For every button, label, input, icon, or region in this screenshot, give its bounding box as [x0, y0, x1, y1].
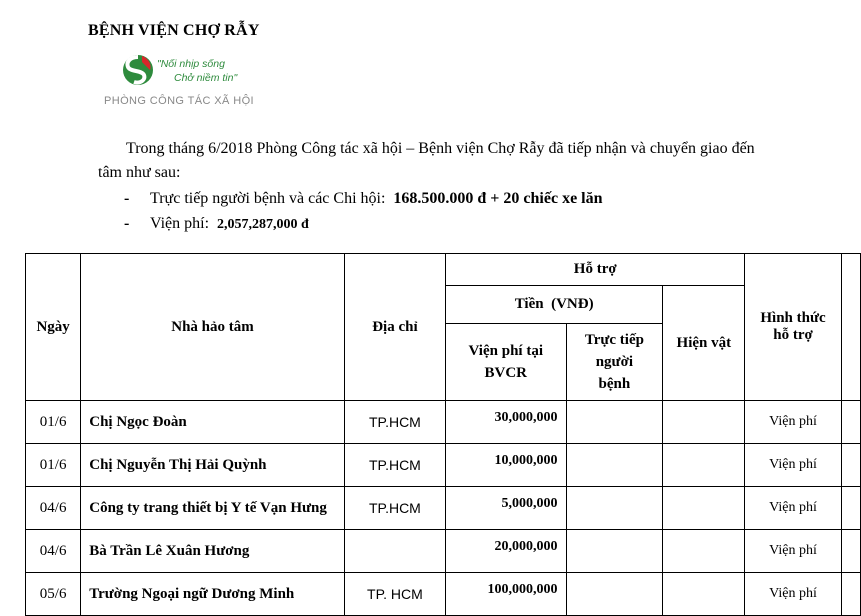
cell-date: 01/6: [26, 444, 81, 487]
cell-donor: Công ty trang thiết bị Y tế Vạn Hưng: [81, 487, 345, 530]
cell-direct: [566, 444, 663, 487]
cell-date: 04/6: [26, 487, 81, 530]
cell-extra: [841, 573, 860, 616]
cell-date: 01/6: [26, 401, 81, 444]
cell-fee: 30,000,000: [446, 401, 566, 444]
cell-form: Viện phí: [745, 401, 841, 444]
cell-form: Viện phí: [745, 573, 841, 616]
cell-extra: [841, 401, 860, 444]
logo-slogan-line1: "Nối nhịp sống: [157, 58, 225, 70]
cell-address: TP. HCM: [344, 573, 445, 616]
logo-slogan-line2: Chở niềm tin": [174, 72, 238, 84]
table-row: [26, 573, 861, 616]
header-money: Tiền (VNĐ): [446, 286, 663, 324]
cell-fee: 20,000,000: [446, 530, 566, 573]
intro-line1: Trong tháng 6/2018 Phòng Công tác xã hội – Bệnh viện Chợ Rẫy đã tiếp nhận và chuyển giao đến: [126, 140, 755, 157]
cell-address: [344, 530, 445, 573]
table-row: [26, 444, 861, 487]
cell-direct: [566, 401, 663, 444]
cell-direct: [566, 530, 663, 573]
header-in-kind: Hiện vật: [663, 286, 745, 401]
header-extra: [841, 254, 860, 401]
cell-fee: 100,000,000: [446, 573, 566, 616]
bullet-label: Viện phí:: [150, 215, 210, 232]
cell-donor: Chị Ngọc Đoàn: [81, 401, 345, 444]
cell-address: TP.HCM: [344, 444, 445, 487]
cell-in-kind: [663, 530, 745, 573]
cell-in-kind: [663, 573, 745, 616]
cell-in-kind: [663, 444, 745, 487]
cell-fee: 5,000,000: [446, 487, 566, 530]
table-row: [26, 401, 861, 444]
intro-line2: tâm như sau:: [98, 164, 181, 181]
header-form: Hình thức hỗ trợ: [745, 254, 841, 401]
cell-address: TP.HCM: [344, 487, 445, 530]
cell-date: 05/6: [26, 573, 81, 616]
bullet-value: 2,057,287,000 đ: [217, 217, 309, 232]
header-hospital-fee: Viện phí tại BVCR: [446, 324, 566, 401]
heart-s-logo-icon: [120, 52, 156, 88]
cell-donor: Bà Trần Lê Xuân Hương: [81, 530, 345, 573]
donation-table: [25, 253, 861, 616]
cell-donor: Chị Nguyễn Thị Hải Quỳnh: [81, 444, 345, 487]
cell-date: 04/6: [26, 530, 81, 573]
bullet-label: Trực tiếp người bệnh và các Chi hội:: [150, 190, 386, 207]
cell-extra: [841, 530, 860, 573]
cell-fee: 10,000,000: [446, 444, 566, 487]
cell-direct: [566, 573, 663, 616]
cell-extra: [841, 487, 860, 530]
cell-form: Viện phí: [745, 530, 841, 573]
header-date: Ngày: [26, 254, 81, 401]
table-row: [26, 530, 861, 573]
department-logo: [104, 50, 274, 112]
department-name: PHÒNG CÔNG TÁC XÃ HỘI: [104, 95, 254, 107]
cell-form: Viện phí: [745, 487, 841, 530]
bullet-dash: -: [124, 190, 130, 207]
cell-form: Viện phí: [745, 444, 841, 487]
bullet-dash: -: [124, 215, 130, 232]
table-row: [26, 487, 861, 530]
cell-in-kind: [663, 487, 745, 530]
header-donor: Nhà hảo tâm: [81, 254, 345, 401]
bullet-value: 168.500.000 đ + 20 chiếc xe lăn: [393, 190, 603, 207]
header-address: Địa chỉ: [344, 254, 445, 401]
cell-direct: [566, 487, 663, 530]
cell-extra: [841, 444, 860, 487]
header-support: Hỗ trợ: [446, 254, 745, 286]
cell-donor: Trường Ngoại ngữ Dương Minh: [81, 573, 345, 616]
hospital-name: BỆNH VIỆN CHỢ RẪY: [88, 22, 260, 39]
cell-in-kind: [663, 401, 745, 444]
cell-address: TP.HCM: [344, 401, 445, 444]
header-direct: Trực tiếp người bệnh: [566, 324, 663, 401]
